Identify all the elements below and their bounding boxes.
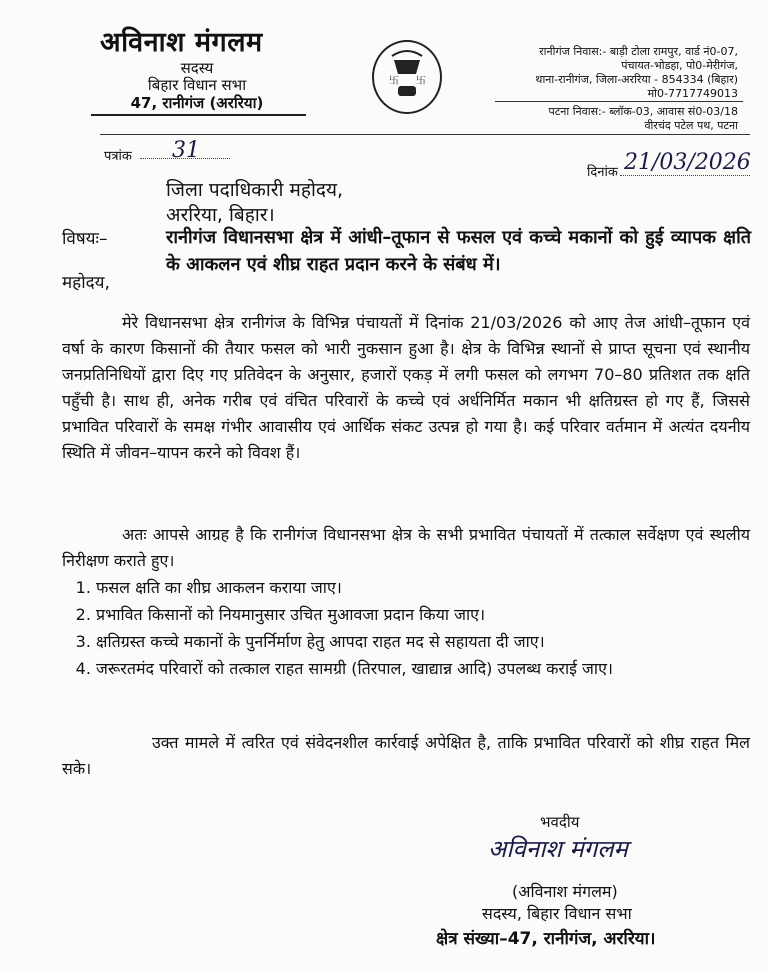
signature-designation: सदस्य, बिहार विधान सभा: [482, 904, 632, 923]
letterhead-designation: सदस्य: [180, 59, 214, 77]
address-line-1: रानीगंज निवास:- बाड़ी टोला रामपुर, वार्ड नं0-07,: [539, 45, 738, 58]
addressee-line-2: अररिया, बिहार।: [166, 204, 275, 226]
body-paragraph-2: अतः आपसे आग्रह है कि रानीगंज विधानसभा क्षेत्र के सभी प्रभावित पंचायतों में तत्काल सर्वेक्षण एवं स्थलीय निरीक्षण कराते हुए।: [62, 525, 750, 570]
closing: भवदीय: [540, 813, 580, 831]
handwritten-signature: अविनाश मंगलम: [488, 835, 628, 863]
svg-text:卐: 卐: [389, 76, 399, 87]
letterhead-house: बिहार विधान सभा: [147, 76, 247, 94]
list-item: 3. क्षतिग्रस्त कच्चे मकानों के पुनर्निर्माण हेतु आपदा राहत मद से सहायता दी जाए।: [96, 628, 746, 655]
request-list: [64, 574, 746, 682]
date-dots: [620, 175, 750, 176]
subject-text: रानीगंज विधानसभा क्षेत्र में आंधी–तूफान से फसल एवं कच्चे मकानों को हुई व्यापक क्षति के आकलन एवं शीघ्र राहत प्रदान करने के संबंध में।: [166, 227, 751, 275]
list-item: 2. प्रभावित किसानों को नियमानुसार उचित मुआवजा प्रदान किया जाए।: [96, 601, 746, 628]
letterhead-constituency: 47, रानीगंज (अररिया): [130, 94, 264, 112]
subject-label: विषयः–: [62, 229, 108, 249]
signature-constituency: क्षेत्र संख्या–47, रानीगंज, अररिया।: [436, 929, 656, 949]
svg-text:卐: 卐: [416, 76, 426, 87]
signature-name: (अविनाश मंगलम): [512, 882, 618, 901]
date-label: दिनांक: [587, 165, 618, 180]
address-line-6: वीरचंद पटेल पथ, पटना: [644, 119, 738, 132]
list-item: 1. फसल क्षति का शीघ्र आकलन कराया जाए।: [96, 574, 746, 601]
party-logo-icon: [372, 40, 442, 114]
body-paragraph-1: मेरे विधानसभा क्षेत्र रानीगंज के विभिन्न पंचायतों में दिनांक 21/03/2026 को आए तेज आंधी–तूफान एवं वर्षा के कारण किसानों की तैयार फसल को भारी नुकसान हुआ है। क्षेत्र के विभिन्न स्थानों से प्राप्त सूचना एवं स्थानीय जनप्रतिनिधियों द्वारा दिए गए प्रतिवेदन के अनुसार, हजारों एकड़ में लगी फसल को लगभग 70–80 प्रतिशत तक क्षति पहुँची है। साथ ही, अनेक गरीब एवं वंचित परिवारों के कच्चे एवं अर्धनिर्मित मकान भी क्षतिग्रस्त हो गए हैं, जिससे प्रभावित परिवारों के समक्ष गंभीर आवासीय एवं आर्थिक संकट उत्पन्न हो गया है। कई परिवार वर्तमान में अत्यंत दयनीय स्थिति में जीवन–यापन करने को विवश हैं।: [62, 313, 750, 462]
party-logo-icon-graphic: [374, 42, 440, 112]
header-rule: [100, 134, 750, 135]
address-line-3: थाना-रानीगंज, जिला-अररिया - 854334 (बिहार): [535, 73, 738, 86]
body-paragraph-3: उक्त मामले में त्वरित एवं संवेदनशील कार्रवाई अपेक्षित है, ताकि प्रभावित परिवारों को शीघ्र राहत मिल सके।: [62, 733, 750, 778]
address-line-4: मो0-7717749013: [647, 87, 738, 100]
patrank-value: 31: [172, 138, 200, 163]
address-divider: [495, 101, 743, 102]
letterhead-underline: [91, 114, 306, 116]
patrank-label: पत्रांक: [104, 149, 132, 164]
address-line-5: पटना निवास:- ब्लॉक-03, आवास सं0-03/18: [548, 105, 738, 118]
address-line-2: पंचायत-भोडहा, पो0-मेरीगंज,: [621, 59, 738, 72]
date-value: 21/03/2026: [624, 150, 751, 175]
addressee-line-1: जिला पदाधिकारी महोदय,: [166, 179, 344, 201]
letterhead-name: अविनाश मंगलम: [100, 27, 263, 58]
salutation: महोदय,: [62, 273, 110, 293]
list-item: 4. जरूरतमंद परिवारों को तत्काल राहत सामग्री (तिरपाल, खाद्यान्न आदि) उपलब्ध कराई जाए।: [96, 655, 746, 682]
